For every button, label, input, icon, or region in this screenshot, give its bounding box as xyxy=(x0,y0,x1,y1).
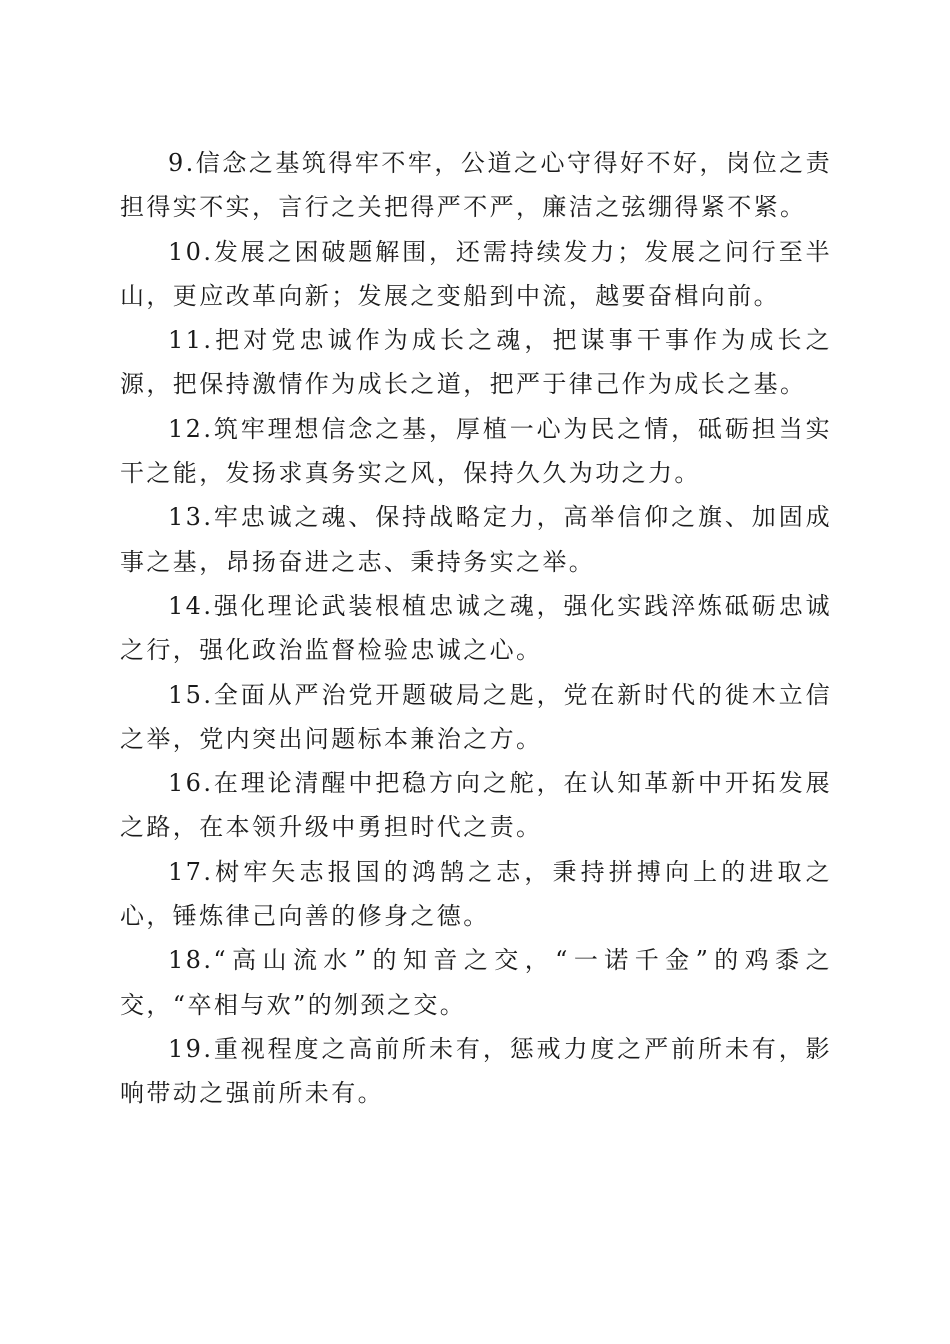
paragraph-item-19: 19.重视程度之高前所未有，惩戒力度之严前所未有，影响带动之强前所未有。 xyxy=(120,1034,832,1108)
paragraph-item-15: 15.全面从严治党开题破局之匙，党在新时代的徙木立信之举，党内突出问题标本兼治之方。 xyxy=(120,680,832,753)
paragraph-item-16: 16.在理论清醒中把稳方向之舵，在认知革新中开拓发展之路，在本领升级中勇担时代之责。 xyxy=(120,769,832,842)
paragraph-item-13: 13.牢忠诚之魂、保持战略定力，高举信仰之旗、加固成事之基，昂扬奋进之志、秉持务实之举。 xyxy=(120,503,832,576)
paragraph-item-10: 10.发展之困破题解围，还需持续发力；发展之问行至半山，更应改革向新；发展之变船到中流，越要奋楫向前。 xyxy=(120,237,832,310)
document-body xyxy=(120,141,832,1116)
paragraph-item-18: 18.“高山流水”的知音之交，“一诺千金”的鸡黍之交，“卒相与欢”的刎颈之交。 xyxy=(120,946,832,1019)
paragraph-item-17: 17.树牢矢志报国的鸿鹄之志，秉持拼搏向上的进取之心，锤炼律己向善的修身之德。 xyxy=(120,857,832,931)
paragraph-item-14: 14.强化理论武装根植忠诚之魂，强化实践淬炼砥砺忠诚之行，强化政治监督检验忠诚之心。 xyxy=(120,591,832,665)
paragraph-item-12: 12.筑牢理想信念之基，厚植一心为民之情，砥砺担当实干之能，发扬求真务实之风，保持久久为功之力。 xyxy=(120,414,832,488)
paragraph-item-11: 11.把对党忠诚作为成长之魂，把谋事干事作为成长之源，把保持激情作为成长之道，把严于律己作为成长之基。 xyxy=(120,326,832,399)
paragraph-item-9: 9.信念之基筑得牢不牢，公道之心守得好不好，岗位之责担得实不实，言行之关把得严不严，廉洁之弦绷得紧不紧。 xyxy=(120,149,832,222)
